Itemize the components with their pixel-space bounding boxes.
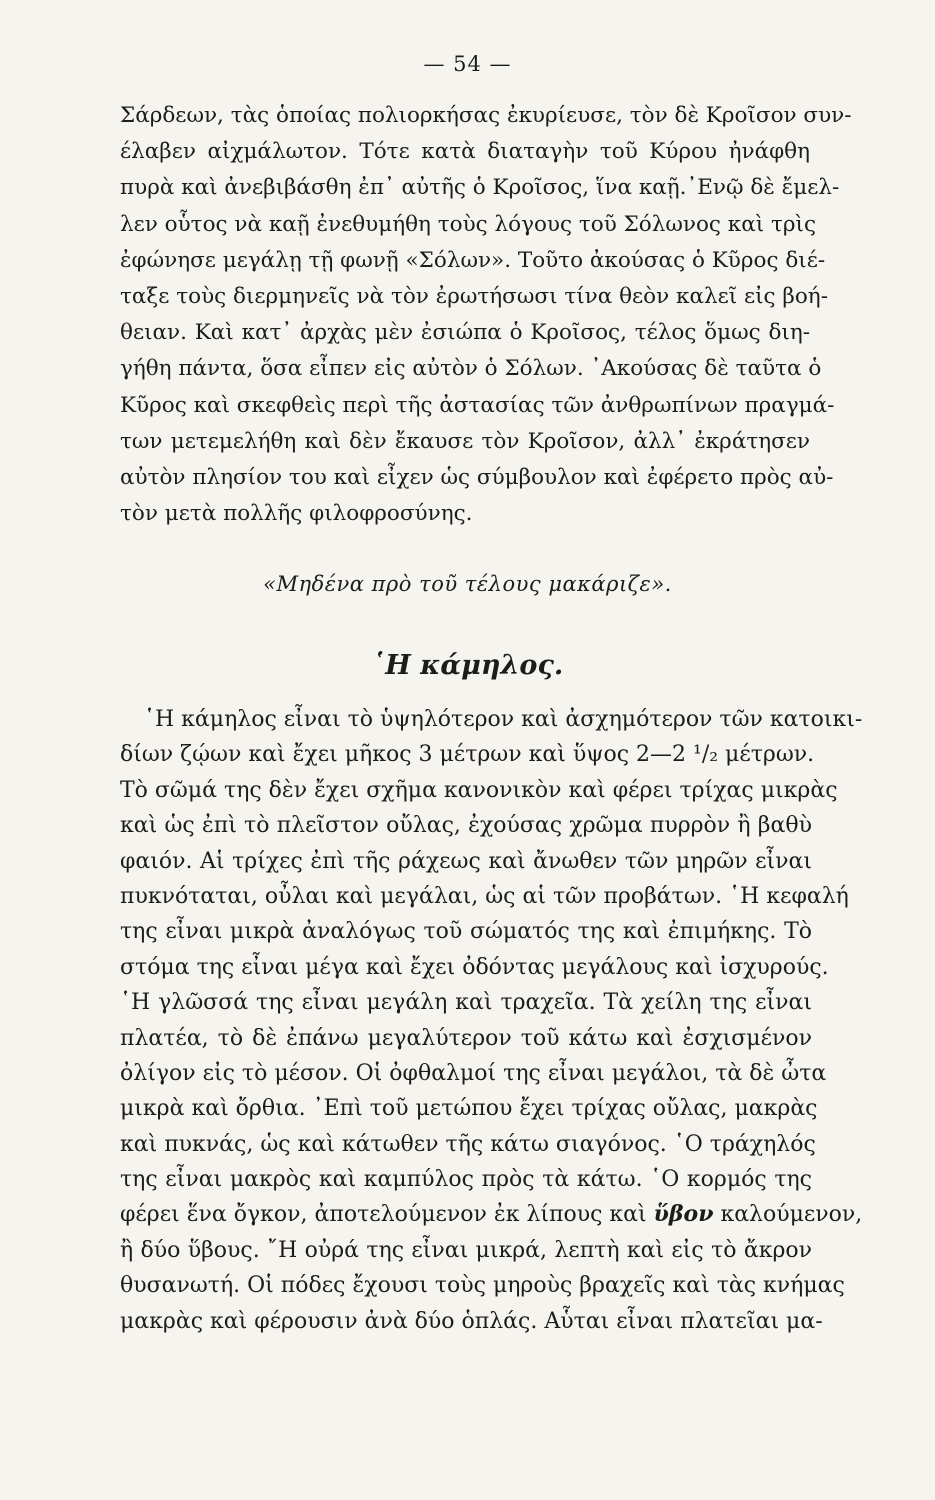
text-line: των μετεμελήθη καὶ δὲν ἔκαυσε τὸν Κροῖσον, ἀλλ᾽ ἐκράτησεν	[120, 428, 810, 454]
text-line: λεν οὗτος νὰ καῇ ἐνεθυμήθη τοὺς λόγους τοῦ Σόλωνος καὶ τρὶς	[120, 211, 817, 237]
text-line: θειαν. Καὶ κατ᾽ ἀρχὰς μὲν ἐσιώπα ὁ Κροῖσος, τέλος ὅμως διη-	[120, 320, 810, 346]
text-line: πλατέα, τὸ δὲ ἐπάνω μεγαλύτερον τοῦ κάτω καὶ ἐσχισμένον	[120, 1025, 812, 1051]
text-line: αὐτὸν πλησίον του καὶ εἶχεν ὡς σύμβουλον καὶ ἐφέρετο πρὸς αὐ-	[120, 464, 834, 490]
text-line: ἐφώνησε μεγάλῃ τῇ φωνῇ «Σόλων». Τοῦτο ἀκούσας ὁ Κῦρος διέ-	[120, 247, 826, 273]
text-block-croesus	[120, 98, 852, 532]
text-fragment: φέρει ἕνα ὄγκον, ἀποτελούμενον ἐκ λίπους καὶ	[120, 1202, 654, 1228]
text-line: ἢ δύο ὕβους. ῎Η οὐρά της εἶναι μικρά, λεπτὴ καὶ εἰς τὸ ἄκρον	[120, 1237, 812, 1263]
text-line: θυσανωτή. Οἱ πόδες ἔχουσι τοὺς μηροὺς βραχεῖς καὶ τὰς κνήμας	[120, 1273, 845, 1299]
text-line: Κῦρος καὶ σκεφθεὶς περὶ τῆς ἀστασίας τῶν ἀνθρωπίνων πραγμά-	[120, 392, 835, 418]
text-line: γήθη πάντα, ὅσα εἶπεν εἰς αὐτὸν ὁ Σόλων. ᾽Ακούσας δὲ ταῦτα ὁ	[120, 356, 822, 382]
text-line: τὸν μετὰ πολλῆς φιλοφροσύνης.	[120, 501, 473, 527]
text-line: Τὸ σῶμά της δὲν ἔχει σχῆμα κανονικὸν καὶ φέρει τρίχας μικρὰς	[120, 777, 838, 803]
text-line: της εἶναι μακρὸς καὶ καμπύλος πρὸς τὰ κάτω. ῾Ο κορμός της	[120, 1167, 812, 1193]
text-line: ῾Η γλῶσσά της εἶναι μεγάλη καὶ τραχεῖα. Τὰ χείλη της εἶναι	[120, 990, 812, 1016]
text-line: της εἶναι μικρὰ ἀναλόγως τοῦ σώματός της καὶ ἐπιμήκης. Τὸ	[120, 919, 812, 945]
page-number: — 54 —	[423, 52, 512, 76]
maxim-quote: «Μηδένα πρὸ τοῦ τέλους μακάριζε».	[263, 572, 672, 596]
text-fragment: καλούμενον,	[713, 1202, 863, 1228]
text-line: ὀλίγον εἰς τὸ μέσον. Οἱ ὀφθαλμοί της εἶναι μεγάλοι, τὰ δὲ ὦτα	[120, 1060, 827, 1086]
text-line-with-term	[120, 1197, 863, 1232]
text-line: έλαβεν αἰχμάλωτον. Τότε κατὰ διαταγὴν τοῦ Κύρου ἠνάφθη	[120, 139, 810, 165]
text-line: καὶ ὡς ἐπὶ τὸ πλεῖστον οὔλας, ἐχούσας χρῶμα πυρρὸν ἢ βαθὺ	[120, 813, 812, 839]
text-line: μικρὰ καὶ ὄρθια. ᾽Επὶ τοῦ μετώπου ἔχει τρίχας οὔλας, μακρὰς	[120, 1096, 818, 1122]
bold-term: ὕβον	[653, 1201, 714, 1228]
text-block-camel	[120, 702, 863, 1339]
text-line: δίων ζῴων καὶ ἔχει μῆκος 3 μέτρων καὶ ὕψος 2—2 ¹/₂ μέτρων.	[120, 742, 815, 768]
text-line: φαιόν. Αἱ τρίχες ἐπὶ τῆς ράχεως καὶ ἄνωθεν τῶν μηρῶν εἶναι	[120, 848, 812, 874]
text-line: πυρὰ καὶ ἀνεβιβάσθη ἐπ᾽ αὐτῆς ὁ Κροῖσος, ἵνα καῇ.᾽Ενῷ δὲ ἔμελ-	[120, 175, 840, 201]
text-line: πυκνόταται, οὖλαι καὶ μεγάλαι, ὡς αἱ τῶν προβάτων. ῾Η κεφαλή	[120, 883, 849, 909]
text-line: ταξε τοὺς διερμηνεῖς νὰ τὸν ἐρωτήσωσι τίνα θεὸν καλεῖ εἰς βοή-	[120, 283, 828, 309]
section-heading: ῾Η κάμηλος.	[371, 650, 564, 681]
text-line: καὶ πυκνάς, ὡς καὶ κάτωθεν τῆς κάτω σιαγόνος. ῾Ο τράχηλός	[120, 1131, 816, 1157]
text-line: ῾Η κάμηλος εἶναι τὸ ὑψηλότερον καὶ ἀσχημότερον τῶν κατοικι-	[144, 707, 863, 732]
text-line: μακρὰς καὶ φέρουσιν ἀνὰ δύο ὁπλάς. Αὗται εἶναι πλατεῖαι μα-	[120, 1308, 823, 1334]
text-line: στόμα της εἶναι μέγα καὶ ἔχει ὀδόντας μεγάλους καὶ ἰσχυρούς.	[120, 954, 829, 980]
text-line: Σάρδεων, τὰς ὁποίας πολιορκήσας ἐκυρίευσε, τὸν δὲ Κροῖσον συν-	[120, 103, 852, 128]
